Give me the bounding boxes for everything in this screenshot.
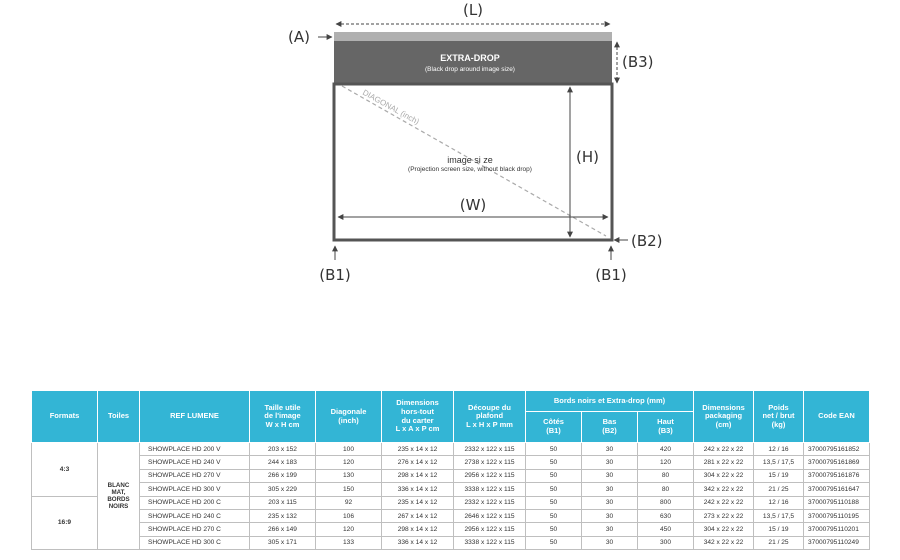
label-B3: (B3) — [622, 53, 654, 71]
decoupe-cell: 3338 x 122 x 115 — [454, 483, 526, 496]
pack-cell: 304 x 22 x 22 — [694, 523, 754, 536]
poids-cell: 12 / 16 — [754, 496, 804, 509]
table-row — [32, 456, 870, 469]
label-A: (A) — [288, 28, 310, 46]
format-cell: 16:9 — [32, 496, 98, 550]
header-cotes: Côtés (B1) — [526, 412, 582, 443]
poids-cell: 21 / 25 — [754, 536, 804, 549]
ean-cell: 37000795161852 — [804, 443, 870, 456]
table-row — [32, 536, 870, 549]
taille-cell: 235 x 132 — [250, 509, 316, 522]
header-dimensions: Dimensions hors-tout du carter L x A x P cm — [382, 391, 454, 443]
table-row — [32, 443, 870, 456]
image-size-title: image si ze — [447, 155, 493, 165]
diag-cell: 106 — [316, 509, 382, 522]
taille-cell: 203 x 152 — [250, 443, 316, 456]
ean-cell: 37000795110249 — [804, 536, 870, 549]
ean-cell: 37000795110201 — [804, 523, 870, 536]
pack-cell: 304 x 22 x 22 — [694, 469, 754, 482]
header-poids: Poids net / brut (kg) — [754, 391, 804, 443]
table-row — [32, 523, 870, 536]
ref-cell: SHOWPLACE HD 270 C — [140, 523, 250, 536]
b1-cell: 50 — [526, 536, 582, 549]
decoupe-cell: 2956 x 122 x 115 — [454, 523, 526, 536]
diag-cell: 130 — [316, 469, 382, 482]
dim-cell: 235 x 14 x 12 — [382, 443, 454, 456]
label-H: (H) — [576, 148, 599, 166]
poids-cell: 15 / 19 — [754, 469, 804, 482]
table-row — [32, 496, 870, 509]
b1-cell: 50 — [526, 443, 582, 456]
ref-cell: SHOWPLACE HD 200 C — [140, 496, 250, 509]
header-bords: Bords noirs et Extra-drop (mm) — [526, 391, 694, 412]
ean-cell: 37000795161876 — [804, 469, 870, 482]
dim-cell: 276 x 14 x 12 — [382, 456, 454, 469]
b3-cell: 80 — [638, 483, 694, 496]
table-row — [32, 469, 870, 482]
ean-cell: 37000795161869 — [804, 456, 870, 469]
poids-cell: 21 / 25 — [754, 483, 804, 496]
b1-cell: 50 — [526, 483, 582, 496]
b1-cell: 50 — [526, 496, 582, 509]
decoupe-cell: 2332 x 122 x 115 — [454, 443, 526, 456]
b2-cell: 30 — [582, 509, 638, 522]
b1-cell: 50 — [526, 509, 582, 522]
ean-cell: 37000795110188 — [804, 496, 870, 509]
dim-cell: 336 x 14 x 12 — [382, 483, 454, 496]
header-taille: Taille utile de l'image W x H cm — [250, 391, 316, 443]
header-ean: Code EAN — [804, 391, 870, 443]
dim-cell: 298 x 14 x 12 — [382, 469, 454, 482]
poids-cell: 12 / 16 — [754, 443, 804, 456]
decoupe-cell: 2332 x 122 x 115 — [454, 496, 526, 509]
label-B1-left: (B1) — [319, 266, 351, 284]
b2-cell: 30 — [582, 496, 638, 509]
b2-cell: 30 — [582, 523, 638, 536]
ean-cell: 37000795161647 — [804, 483, 870, 496]
extra-drop-subtitle: (Black drop around image size) — [425, 66, 515, 73]
specifications-table-wrapper — [31, 390, 869, 550]
pack-cell: 281 x 22 x 22 — [694, 456, 754, 469]
header-formats: Formats — [32, 391, 98, 443]
ref-cell: SHOWPLACE HD 270 V — [140, 469, 250, 482]
pack-cell: 242 x 22 x 22 — [694, 496, 754, 509]
b3-cell: 420 — [638, 443, 694, 456]
label-L: (L) — [462, 1, 484, 19]
header-haut: Haut (B3) — [638, 412, 694, 443]
pack-cell: 342 x 22 x 22 — [694, 483, 754, 496]
pack-cell: 342 x 22 x 22 — [694, 536, 754, 549]
b1-cell: 50 — [526, 523, 582, 536]
specifications-table — [31, 390, 870, 550]
header-packaging: Dimensions packaging (cm) — [694, 391, 754, 443]
b1-cell: 50 — [526, 456, 582, 469]
header-diagonale: Diagonale (inch) — [316, 391, 382, 443]
diagonal-label: DIAGONAL (inch) — [361, 87, 421, 127]
b3-cell: 800 — [638, 496, 694, 509]
pack-cell: 242 x 22 x 22 — [694, 443, 754, 456]
dim-cell: 336 x 14 x 12 — [382, 536, 454, 549]
b3-cell: 450 — [638, 523, 694, 536]
taille-cell: 305 x 171 — [250, 536, 316, 549]
decoupe-cell: 2738 x 122 x 115 — [454, 456, 526, 469]
header-ref: REF LUMENE — [140, 391, 250, 443]
diag-cell: 150 — [316, 483, 382, 496]
toile-cell: BLANC MAT, BORDS NOIRS — [98, 443, 140, 550]
b2-cell: 30 — [582, 469, 638, 482]
b2-cell: 30 — [582, 483, 638, 496]
diag-cell: 92 — [316, 496, 382, 509]
taille-cell: 305 x 229 — [250, 483, 316, 496]
b3-cell: 300 — [638, 536, 694, 549]
table-body — [32, 443, 870, 550]
format-cell: 4:3 — [32, 443, 98, 497]
screen-case — [334, 32, 612, 41]
pack-cell: 273 x 22 x 22 — [694, 509, 754, 522]
taille-cell: 266 x 199 — [250, 469, 316, 482]
decoupe-cell: 3338 x 122 x 115 — [454, 536, 526, 549]
dim-cell: 298 x 14 x 12 — [382, 523, 454, 536]
diag-cell: 120 — [316, 456, 382, 469]
b3-cell: 630 — [638, 509, 694, 522]
header-bas: Bas (B2) — [582, 412, 638, 443]
b2-cell: 30 — [582, 536, 638, 549]
header-toiles: Toiles — [98, 391, 140, 443]
taille-cell: 266 x 149 — [250, 523, 316, 536]
ean-cell: 37000795110195 — [804, 509, 870, 522]
ref-cell: SHOWPLACE HD 240 V — [140, 456, 250, 469]
b2-cell: 30 — [582, 456, 638, 469]
diag-cell: 133 — [316, 536, 382, 549]
extra-drop-title: EXTRA-DROP — [440, 53, 500, 63]
decoupe-cell: 2646 x 122 x 115 — [454, 509, 526, 522]
poids-cell: 13,5 / 17,5 — [754, 456, 804, 469]
header-decoupe: Découpe du plafond L x H x P mm — [454, 391, 526, 443]
ref-cell: SHOWPLACE HD 300 C — [140, 536, 250, 549]
poids-cell: 15 / 19 — [754, 523, 804, 536]
dim-cell: 267 x 14 x 12 — [382, 509, 454, 522]
label-W: (W) — [459, 196, 487, 214]
ref-cell: SHOWPLACE HD 240 C — [140, 509, 250, 522]
poids-cell: 13,5 / 17,5 — [754, 509, 804, 522]
diag-cell: 100 — [316, 443, 382, 456]
table-row — [32, 509, 870, 522]
taille-cell: 244 x 183 — [250, 456, 316, 469]
taille-cell: 203 x 115 — [250, 496, 316, 509]
diag-cell: 120 — [316, 523, 382, 536]
b3-cell: 120 — [638, 456, 694, 469]
label-B1-right: (B1) — [595, 266, 627, 284]
label-B2: (B2) — [631, 232, 663, 250]
b3-cell: 80 — [638, 469, 694, 482]
ref-cell: SHOWPLACE HD 300 V — [140, 483, 250, 496]
image-size-subtitle: (Projection screen size, without black drop) — [408, 166, 532, 173]
b1-cell: 50 — [526, 469, 582, 482]
dim-cell: 235 x 14 x 12 — [382, 496, 454, 509]
decoupe-cell: 2956 x 122 x 115 — [454, 469, 526, 482]
b2-cell: 30 — [582, 443, 638, 456]
table-row — [32, 483, 870, 496]
ref-cell: SHOWPLACE HD 200 V — [140, 443, 250, 456]
